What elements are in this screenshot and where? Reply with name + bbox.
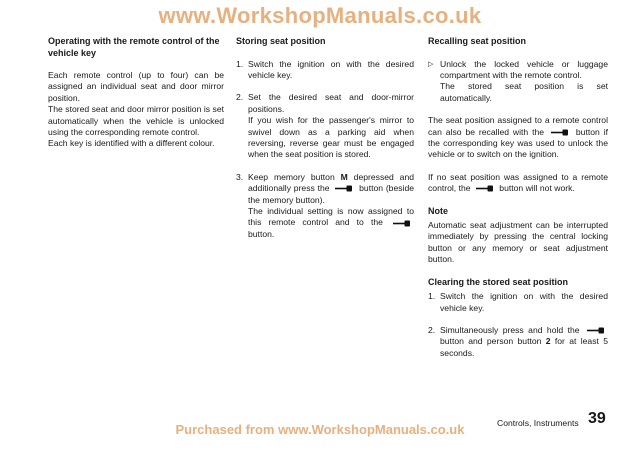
column-storing-seat	[236, 36, 414, 251]
step-number: 3.	[236, 171, 244, 182]
step-text-d: The individual setting is now assigned to this remote control and to the	[248, 205, 414, 228]
paragraph-remote-auto: The stored seat and door mirror position is set automatically when the vehicle is unlocked using the corresponding remote control.	[48, 104, 224, 138]
step-number: 1.	[236, 58, 244, 69]
step-text-d-wrap	[248, 206, 414, 240]
paragraph-recall-key	[428, 115, 608, 161]
step-text-b: depressed and additionally press the	[248, 171, 415, 194]
step-text: Switch the ignition on with the desired vehicle key.	[440, 291, 608, 313]
storing-steps	[236, 59, 414, 241]
step-text	[440, 325, 608, 359]
column-recalling-seat	[428, 36, 608, 370]
storing-step-3	[236, 172, 414, 240]
paragraph-note: Automatic seat adjustment can be interrupted immediately by pressing the central locking button or any memory or seat adjustment button.	[428, 220, 608, 265]
heading-remote-control: Operating with the remote control of the vehicle key	[48, 36, 220, 58]
heading-recalling-seat: Recalling seat position	[428, 36, 527, 46]
recall-text-b: button if the corresponding key was used to unlock the vehicle or to switch on the ignition.	[428, 126, 609, 160]
clear-text-a: Simultaneously press and hold the	[440, 325, 580, 335]
heading-storing-seat: Storing seat position	[236, 36, 326, 46]
watermark-bottom: Purchased from www.WorkshopManuals.co.uk	[175, 422, 465, 437]
bullet-text	[440, 59, 608, 105]
column-remote-control	[48, 36, 224, 150]
step-text-sub: If you wish for the passenger's mirror to swivel down as a parking aid when reversing, reverse gear must be engaged when the seat position is stored.	[248, 115, 414, 160]
watermark-top: www.WorkshopManuals.co.uk	[158, 3, 482, 28]
clear-step-2	[428, 325, 608, 359]
paragraph-key-colour: Each key is identified with a different colour.	[48, 138, 215, 149]
step-text	[248, 92, 414, 160]
footer-section-title: Controls, Instruments	[497, 418, 579, 428]
storing-step-2	[236, 92, 414, 160]
page-number: 39	[588, 410, 606, 427]
clear-step-1	[428, 291, 608, 314]
heading-note: Note	[428, 205, 448, 216]
memory-button-label: M	[340, 171, 348, 182]
key-button-icon	[393, 220, 411, 227]
storing-step-1	[236, 59, 414, 82]
recall-text-a: The seat position assigned to a remote control can also be recalled with the	[428, 115, 608, 137]
step-text: Switch the ignition on with the desired vehicle key.	[248, 58, 414, 80]
clear-text-c: for at least 5 seconds.	[440, 336, 609, 358]
key-button-icon	[335, 185, 353, 192]
no-position-text-b: button will not work.	[499, 183, 575, 194]
step-number: 2.	[236, 92, 244, 103]
clear-text-b: button and person button	[440, 336, 542, 347]
step-text-e: button.	[248, 228, 275, 239]
step-text-c: button (beside the memory button).	[248, 183, 415, 205]
bullet-text-main: Unlock the locked vehicle or luggage compartment with the remote control.	[440, 58, 608, 80]
no-position-text-a: If no seat position was assigned to a remote control, the	[428, 171, 608, 194]
key-button-icon	[551, 129, 569, 136]
step-number: 1.	[428, 291, 436, 302]
step-text-a: Keep memory button	[248, 171, 335, 182]
person-button-number: 2	[545, 336, 551, 347]
key-button-icon	[476, 185, 494, 192]
bullet-text-sub: The stored seat position is set automatically.	[440, 81, 608, 103]
key-button-icon	[587, 327, 605, 334]
step-text	[248, 172, 414, 240]
paragraph-remote-assign: Each remote control (up to four) can be assigned an individual seat and door mirror position.	[48, 70, 224, 103]
bullet-arrow-icon: ▷	[428, 60, 434, 68]
heading-clearing: Clearing the stored seat position	[428, 276, 569, 287]
step-text-main: Set the desired seat and door-mirror positions.	[248, 92, 414, 114]
paragraph-no-position	[428, 172, 608, 195]
step-number: 2.	[428, 325, 436, 335]
recall-bullet	[428, 59, 608, 105]
